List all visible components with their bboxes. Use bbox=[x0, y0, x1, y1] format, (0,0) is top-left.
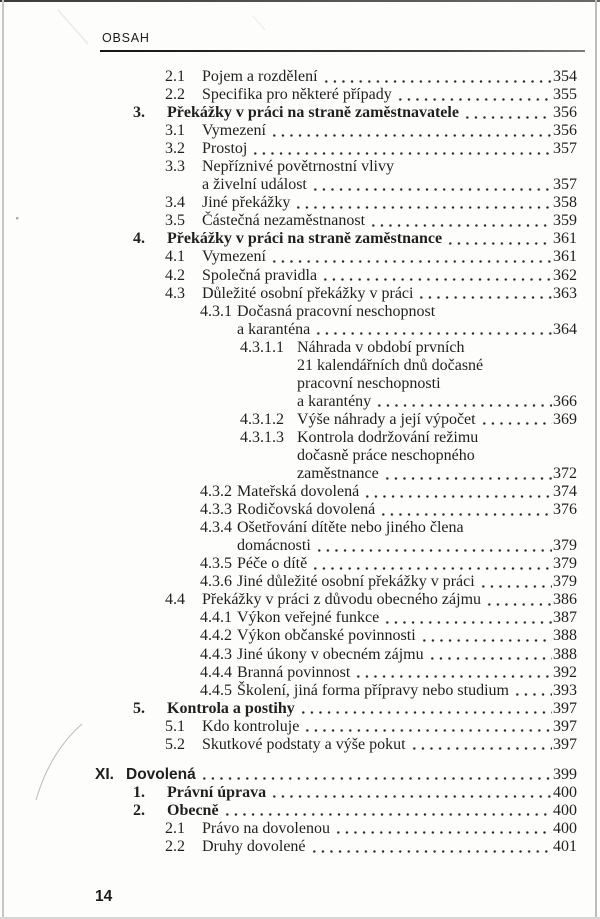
toc-entry-title: Kontrola dodržování režimu bbox=[297, 428, 479, 446]
toc-entry-number: 3.4 bbox=[165, 194, 185, 212]
toc-entry-line bbox=[95, 303, 577, 321]
toc-entry-line bbox=[95, 393, 577, 411]
crease-mark-2 bbox=[253, 16, 265, 30]
dot-leader bbox=[270, 260, 552, 263]
dot-leader bbox=[513, 693, 552, 696]
dot-leader bbox=[223, 813, 552, 816]
toc-entry-line bbox=[95, 736, 577, 754]
toc-entry-page: 361 bbox=[553, 230, 577, 248]
toc-entry-page: 357 bbox=[553, 140, 577, 158]
dot-leader bbox=[311, 567, 552, 570]
toc-entry-page: 356 bbox=[553, 104, 577, 122]
toc-entry-line bbox=[95, 176, 577, 194]
dot-leader bbox=[354, 675, 552, 678]
toc-entry-line bbox=[95, 285, 577, 303]
toc-entry-page: 388 bbox=[553, 627, 577, 645]
toc-entry-page: 401 bbox=[553, 837, 577, 855]
toc-entry-page: 397 bbox=[553, 717, 577, 735]
toc-entry-page: 361 bbox=[553, 248, 577, 266]
toc-entry-number: 4. bbox=[133, 230, 145, 248]
toc-entry-title: Školení, jiná forma přípravy nebo studium bbox=[237, 681, 509, 699]
dot-leader bbox=[480, 422, 552, 425]
dot-leader bbox=[334, 831, 552, 834]
toc-entry-title: Kontrola a postihy bbox=[167, 699, 295, 717]
toc-entry-page: 386 bbox=[553, 591, 577, 609]
toc-entry-title: Pojem a rozdělení bbox=[202, 68, 318, 85]
toc-entry-line bbox=[95, 411, 577, 429]
toc-entry-title: Skutkové podstaty a výše pokut bbox=[202, 735, 406, 753]
toc-entry-line bbox=[95, 339, 577, 357]
toc-entry-page: 366 bbox=[553, 392, 577, 410]
toc-entry-line bbox=[95, 194, 577, 212]
toc-entry-page: 363 bbox=[553, 284, 577, 302]
toc-entry-title: Jiné důležité osobní překážky v práci bbox=[237, 573, 475, 591]
dot-leader bbox=[396, 98, 552, 101]
toc-entry-number: 2.2 bbox=[165, 837, 185, 855]
toc-entry-number: 4.4.4 bbox=[200, 663, 232, 681]
toc-entry-line bbox=[95, 537, 577, 555]
toc-entry-title: Mateřská dovolená bbox=[237, 483, 360, 501]
toc-entry-page: 400 bbox=[553, 783, 577, 801]
toc-entry-number: 4.4.5 bbox=[200, 681, 232, 699]
toc-entry-number: 2. bbox=[133, 801, 145, 819]
toc-entry-page: 399 bbox=[553, 765, 577, 783]
toc-entry-title: Důležité osobní překážky v práci bbox=[202, 284, 414, 302]
toc-entry-title: Částečná nezaměstnanost bbox=[202, 212, 366, 230]
toc-entry-number: 3.1 bbox=[165, 122, 185, 140]
toc-entry-number: 4.3.5 bbox=[200, 555, 232, 573]
toc-entry-line bbox=[95, 483, 577, 501]
toc-entry-line bbox=[95, 784, 577, 802]
toc-entry-number: 4.4 bbox=[165, 591, 185, 609]
scan-border-left bbox=[2, 0, 4, 919]
toc-entry-line bbox=[95, 664, 577, 682]
toc-entry-line bbox=[95, 718, 577, 736]
toc-entry-line bbox=[95, 267, 577, 285]
toc-entry-title: Náhrada v období prvních bbox=[297, 338, 465, 356]
toc-entry-number: 5.2 bbox=[165, 735, 185, 753]
toc-entry-line bbox=[95, 646, 577, 664]
toc-entry-number: 4.3.1.1 bbox=[240, 338, 284, 356]
toc-entry-page: 374 bbox=[553, 483, 577, 501]
dot-leader bbox=[270, 134, 552, 137]
toc-entry-number: 4.3.1.3 bbox=[240, 428, 284, 446]
toc-entry-title: Rodičovská dovolená bbox=[237, 501, 376, 519]
dot-leader bbox=[303, 729, 552, 732]
toc-entry-page: 358 bbox=[553, 194, 577, 212]
toc-entry-number: 2.1 bbox=[165, 819, 185, 837]
toc-entry-title: Výše náhrady a její výpočet bbox=[297, 410, 476, 428]
toc-entry-line bbox=[95, 230, 577, 248]
toc-entry-page: 376 bbox=[553, 501, 577, 519]
toc-entry-title: 21 kalendářních dnů dočasné bbox=[297, 356, 484, 374]
dot-leader bbox=[315, 549, 552, 552]
toc-entry-title: Výkon veřejné funkce bbox=[237, 609, 380, 627]
toc-entry-line bbox=[95, 68, 577, 86]
toc-entry-page: 355 bbox=[553, 86, 577, 104]
toc-entry-line bbox=[95, 766, 577, 784]
toc-entry-page: 372 bbox=[553, 465, 577, 483]
dot-leader bbox=[479, 585, 552, 588]
toc-entry-line bbox=[95, 140, 577, 158]
toc-entry-line bbox=[95, 573, 577, 591]
dot-leader bbox=[299, 711, 552, 714]
pen-mark-arc bbox=[36, 724, 82, 800]
toc-entry-page: 392 bbox=[553, 663, 577, 681]
toc-entry-number: 1. bbox=[133, 783, 145, 801]
toc-entry-title: Společná pravidla bbox=[202, 266, 318, 284]
toc-entry-title: Překážky v práci na straně zaměstnance bbox=[167, 230, 443, 248]
toc-entry-line bbox=[95, 122, 577, 140]
toc-entry-number: 4.4.2 bbox=[200, 627, 232, 645]
toc-entry-title: Druhy dovolené bbox=[202, 837, 306, 855]
toc-entry-number: 4.1 bbox=[165, 248, 185, 266]
toc-entry-number: XI. bbox=[95, 765, 114, 783]
dot-leader bbox=[463, 116, 552, 119]
toc-entry-title: Prostoj bbox=[202, 140, 248, 158]
toc-entry-page: 379 bbox=[553, 555, 577, 573]
toc-entry-page: 388 bbox=[553, 645, 577, 663]
dot-leader bbox=[410, 747, 552, 750]
toc-entry-page: 400 bbox=[553, 819, 577, 837]
toc-entry-title: Vymezení bbox=[202, 248, 266, 266]
toc-entry-number: 4.4.3 bbox=[200, 645, 232, 663]
toc-entry-line bbox=[95, 248, 577, 266]
toc-entry-number: 4.3.6 bbox=[200, 573, 232, 591]
toc-entry-title: Dovolená bbox=[126, 765, 196, 783]
toc-entry-page: 357 bbox=[553, 176, 577, 194]
dot-leader bbox=[200, 777, 552, 780]
toc-entry-number: 2.1 bbox=[165, 68, 185, 85]
toc-entry-title: Obecně bbox=[167, 801, 219, 819]
toc-entry-line bbox=[95, 158, 577, 176]
toc-entry-number: 3.2 bbox=[165, 140, 185, 158]
scan-border-right bbox=[595, 0, 597, 919]
toc-entry-title: Jiné překážky bbox=[202, 194, 291, 212]
toc-entry-line bbox=[95, 555, 577, 573]
toc-entry-page: 354 bbox=[553, 68, 577, 85]
toc-entry-number: 4.3.4 bbox=[200, 519, 232, 537]
toc-entry-line bbox=[95, 682, 577, 700]
dot-leader bbox=[251, 152, 552, 155]
toc-entry-page: 397 bbox=[553, 699, 577, 717]
toc-entry-page: 400 bbox=[553, 801, 577, 819]
toc-entry-line bbox=[95, 627, 577, 645]
toc-entry-title: Nepříznivé povětrnostní vlivy bbox=[202, 158, 394, 176]
toc-entry-number: 4.4.1 bbox=[200, 609, 232, 627]
toc-entry-title: Výkon občanské povinnosti bbox=[237, 627, 416, 645]
dot-leader bbox=[428, 657, 552, 660]
toc-entry-number: 3.3 bbox=[165, 158, 185, 176]
dot-leader bbox=[375, 404, 552, 407]
toc-entry-number: 4.3.1.2 bbox=[240, 410, 284, 428]
toc-entry-title: Právo na dovolenou bbox=[202, 819, 330, 837]
toc-entry-title: domácnosti bbox=[237, 537, 311, 555]
dot-leader bbox=[379, 513, 552, 516]
toc-entry-title: a živelní událost bbox=[202, 176, 307, 194]
toc-entry-title: Dočasná pracovní neschopnost bbox=[237, 302, 436, 320]
scan-border-top bbox=[0, 0, 600, 2]
toc-entry-line bbox=[95, 838, 577, 856]
running-head: OBSAH bbox=[102, 31, 150, 45]
header-rule bbox=[100, 50, 585, 52]
toc-entry-line bbox=[95, 820, 577, 838]
toc-entry-number: 2.2 bbox=[165, 86, 185, 104]
toc-entry-page: 387 bbox=[553, 609, 577, 627]
toc-entry-title: Branná povinnost bbox=[237, 663, 351, 681]
toc-entry-line bbox=[95, 104, 577, 122]
table-of-contents bbox=[95, 68, 577, 856]
toc-entry-line bbox=[95, 86, 577, 104]
toc-entry-line bbox=[95, 375, 577, 393]
toc-entry-title: pracovní neschopnosti bbox=[297, 374, 441, 392]
scan-border-bottom bbox=[0, 917, 600, 919]
toc-entry-number: 4.3.3 bbox=[200, 501, 232, 519]
toc-entry-title: Ošetřování dítěte nebo jiného člena bbox=[237, 519, 464, 537]
toc-entry-title: Péče o dítě bbox=[237, 555, 308, 573]
toc-entry-line bbox=[95, 700, 577, 718]
toc-entry-title: Překážky v práci na straně zaměstnavatele bbox=[167, 104, 459, 122]
toc-entry-page: 356 bbox=[553, 122, 577, 140]
dot-leader bbox=[311, 188, 552, 191]
toc-entry-page: 364 bbox=[553, 320, 577, 338]
dot-leader bbox=[383, 621, 552, 624]
toc-entry-number: 5.1 bbox=[165, 717, 185, 735]
toc-entry-page: 379 bbox=[553, 573, 577, 591]
toc-entry-page: 379 bbox=[553, 537, 577, 555]
dot-leader bbox=[446, 242, 552, 245]
dot-leader bbox=[322, 80, 552, 83]
toc-entry-line bbox=[95, 357, 577, 375]
toc-entry-title: Vymezení bbox=[202, 122, 266, 140]
toc-entry-line bbox=[95, 465, 577, 483]
toc-entry-number: 4.3 bbox=[165, 284, 185, 302]
dot-leader bbox=[314, 332, 552, 335]
dot-leader bbox=[294, 206, 552, 209]
dot-leader bbox=[270, 795, 552, 798]
crease-mark bbox=[58, 10, 88, 44]
dot-leader bbox=[420, 639, 552, 642]
toc-entry-title: dočasně práce neschopného bbox=[297, 446, 475, 464]
toc-entry-number: 3.5 bbox=[165, 212, 185, 230]
dot-leader bbox=[321, 278, 552, 281]
dot-leader bbox=[383, 477, 552, 480]
toc-entry-page: 397 bbox=[553, 735, 577, 753]
dot-leader bbox=[485, 603, 552, 606]
toc-entry-line bbox=[95, 802, 577, 820]
toc-entry-line bbox=[95, 591, 577, 609]
toc-entry-number: 4.3.2 bbox=[200, 483, 232, 501]
speck bbox=[16, 217, 18, 219]
toc-entry-line bbox=[95, 501, 577, 519]
dot-leader bbox=[369, 224, 552, 227]
toc-entry-title: zaměstnance bbox=[297, 465, 379, 483]
toc-entry-title: a karanténa bbox=[237, 320, 311, 338]
page-number: 14 bbox=[95, 888, 113, 905]
toc-entry-title: a karantény bbox=[297, 392, 372, 410]
toc-entry-page: 393 bbox=[553, 681, 577, 699]
toc-entry-line bbox=[95, 519, 577, 537]
toc-entry-line bbox=[95, 212, 577, 230]
toc-entry-title: Jiné úkony v obecném zájmu bbox=[237, 645, 424, 663]
toc-entry-number: 4.3.1 bbox=[200, 302, 232, 320]
dot-leader bbox=[310, 850, 552, 853]
toc-entry-page: 362 bbox=[553, 266, 577, 284]
toc-entry-line bbox=[95, 447, 577, 465]
toc-entry-line bbox=[95, 429, 577, 447]
toc-entry-title: Právní úprava bbox=[167, 783, 267, 801]
toc-entry-page: 359 bbox=[553, 212, 577, 230]
toc-entry-number: 3. bbox=[133, 104, 145, 122]
toc-entry-number: 4.2 bbox=[165, 266, 185, 284]
toc-entry-line bbox=[95, 321, 577, 339]
toc-entry-page: 369 bbox=[553, 410, 577, 428]
dot-leader bbox=[363, 495, 552, 498]
dot-leader bbox=[417, 296, 552, 299]
toc-entry-title: Překážky v práci z důvodu obecného zájmu bbox=[202, 591, 482, 609]
toc-entry-title: Specifika pro některé případy bbox=[202, 86, 392, 104]
toc-entry-number: 5. bbox=[133, 699, 145, 717]
toc-entry-line bbox=[95, 609, 577, 627]
toc-entry-title: Kdo kontroluje bbox=[202, 717, 300, 735]
